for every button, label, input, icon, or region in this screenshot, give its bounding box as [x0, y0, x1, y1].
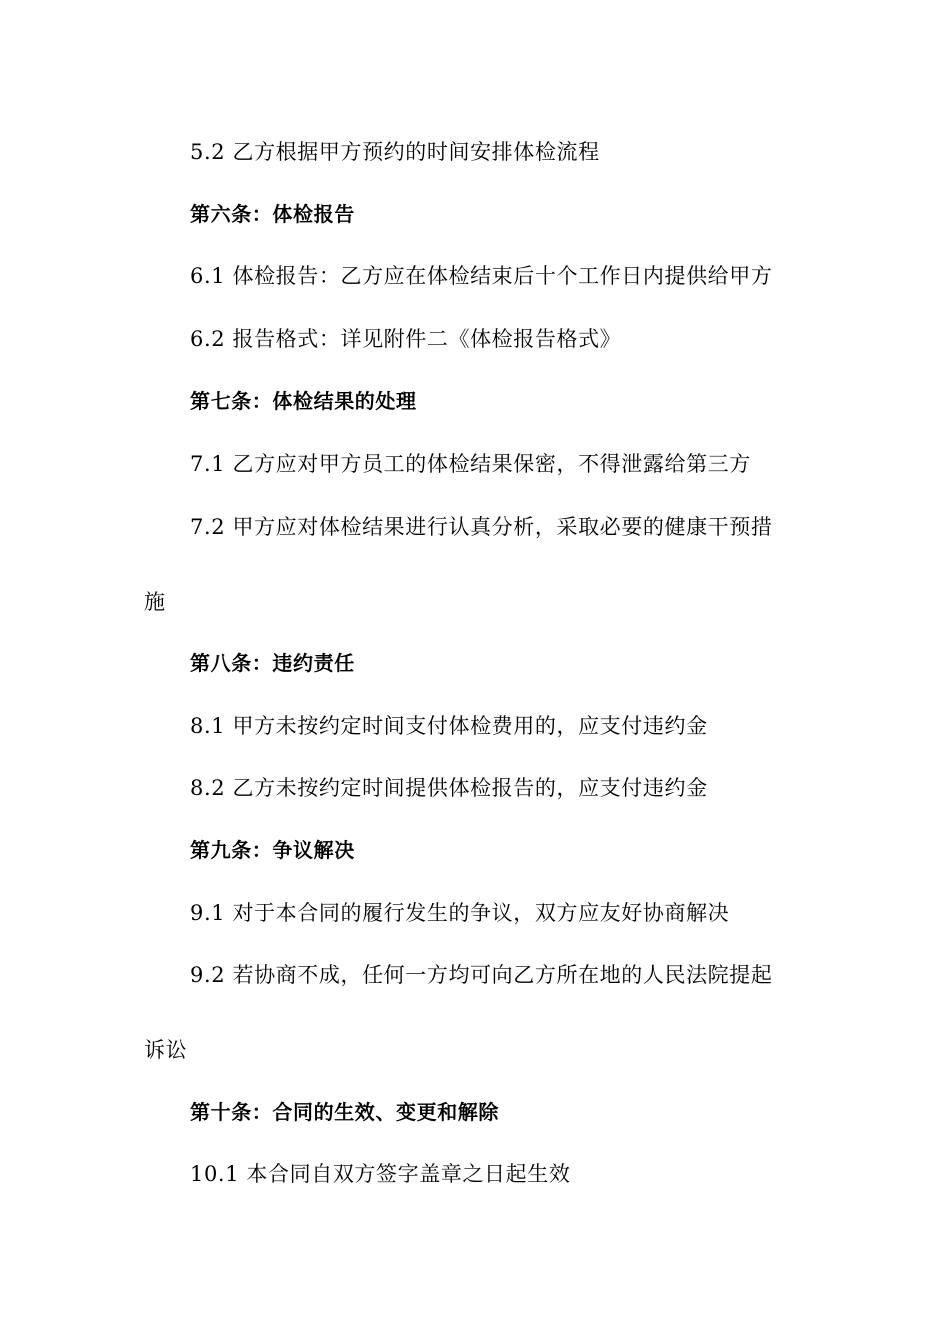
article-6-heading: 第六条：体检报告 — [190, 202, 355, 226]
article-10-heading: 第十条：合同的生效、变更和解除 — [190, 1100, 499, 1124]
clause-9-1: 9.1 对于本合同的履行发生的争议，双方应友好协商解决 — [190, 901, 730, 925]
clause-9-2-continuation: 诉讼 — [144, 1038, 188, 1062]
clause-8-2: 8.2 乙方未按约定时间提供体检报告的，应支付违约金 — [190, 776, 708, 800]
clause-6-1: 6.1 体检报告：乙方应在体检结束后十个工作日内提供给甲方 — [190, 264, 773, 288]
clause-7-2: 7.2 甲方应对体检结果进行认真分析，采取必要的健康干预措 — [190, 515, 773, 539]
clause-9-2: 9.2 若协商不成，任何一方均可向乙方所在地的人民法院提起 — [190, 963, 773, 987]
clause-7-1: 7.1 乙方应对甲方员工的体检结果保密，不得泄露给第三方 — [190, 452, 751, 476]
article-7-heading: 第七条：体检结果的处理 — [190, 389, 417, 413]
clause-5-2: 5.2 乙方根据甲方预约的时间安排体检流程 — [190, 140, 600, 164]
clause-6-2: 6.2 报告格式：详见附件二《体检报告格式》 — [190, 327, 622, 351]
clause-8-1: 8.1 甲方未按约定时间支付体检费用的，应支付违约金 — [190, 714, 708, 738]
clause-7-2-continuation: 施 — [144, 590, 166, 614]
clause-10-1: 10.1 本合同自双方签字盖章之日起生效 — [190, 1162, 571, 1186]
article-9-heading: 第九条：争议解决 — [190, 838, 355, 862]
article-8-heading: 第八条：违约责任 — [190, 651, 355, 675]
